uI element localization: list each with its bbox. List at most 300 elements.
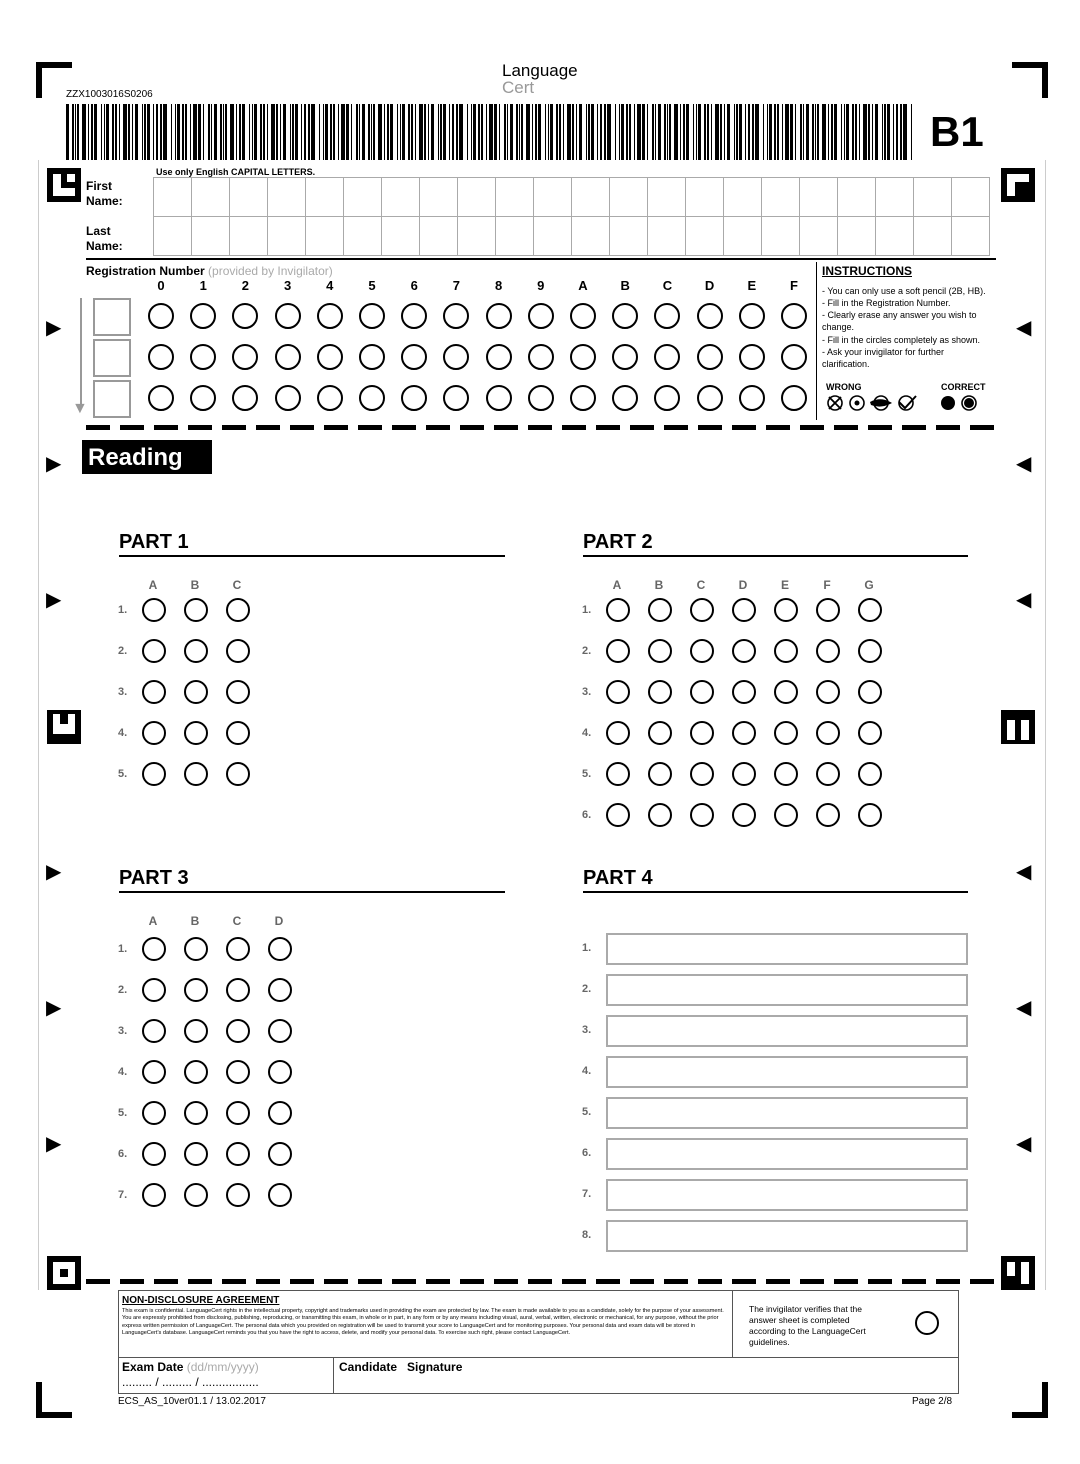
part-3-answer-bubble[interactable] [142,978,166,1002]
part-3-answer-bubble[interactable] [142,1019,166,1043]
part-2-answer-bubble[interactable] [858,762,882,786]
part-1-answer-bubble[interactable] [184,762,208,786]
barcode-bar [301,104,302,160]
letter-box[interactable] [534,217,572,255]
registration-bubble[interactable] [781,344,807,370]
part-2-answer-bubble[interactable] [732,680,756,704]
registration-bubble[interactable] [612,385,638,411]
part-4-answer-box[interactable] [606,1056,968,1088]
part-3-answer-bubble[interactable] [142,1142,166,1166]
section-title: Reading [82,440,212,474]
invigilator-text: The invigilator verifies that the answer sheet is completed according to the LanguageCert guidelines. [749,1304,866,1347]
part-3-answer-bubble[interactable] [226,1101,250,1125]
part-3-answer-bubble[interactable] [142,1183,166,1207]
barcode-bar [415,104,416,160]
barcode-bar [755,104,759,160]
registration-bubble[interactable] [232,385,258,411]
registration-bubble[interactable] [781,385,807,411]
barcode-bar [408,104,410,160]
part-3-question-number: 2. [118,984,128,996]
part-2-answer-bubble[interactable] [732,803,756,827]
part-2-answer-bubble[interactable] [774,680,798,704]
barcode-bar [75,104,76,160]
letter-box[interactable] [800,178,838,216]
registration-bubble[interactable] [359,303,385,329]
part-2-answer-bubble[interactable] [858,680,882,704]
letter-box[interactable] [458,217,496,255]
registration-bubble[interactable] [317,303,343,329]
timing-arrow-left-icon: ◀ [1016,1133,1032,1155]
timing-arrow-right-icon: ▶ [46,997,62,1019]
part-1-answer-bubble[interactable] [226,598,250,622]
part-3-answer-bubble[interactable] [268,978,292,1002]
registration-bubble[interactable] [697,385,723,411]
letter-box[interactable] [876,217,914,255]
registration-bubble[interactable] [739,344,765,370]
part-4-answer-box[interactable] [606,1138,968,1170]
part-3-answer-bubble[interactable] [184,1060,208,1084]
barcode-bar [774,104,776,160]
registration-column-label: 8 [494,278,503,293]
part-2-answer-bubble[interactable] [816,598,840,622]
registration-bubble[interactable] [654,303,680,329]
part-3-answer-bubble[interactable] [268,1142,292,1166]
part-4-answer-box[interactable] [606,1097,968,1129]
part-2-answer-bubble[interactable] [732,762,756,786]
part-2-answer-bubble[interactable] [732,598,756,622]
part-2-answer-bubble[interactable] [816,639,840,663]
barcode-bar [637,104,641,160]
barcode-bar [66,104,69,160]
registration-box-1[interactable] [93,298,131,336]
part-2-answer-bubble[interactable] [690,639,714,663]
barcode [66,104,916,160]
registration-bubble[interactable] [654,385,680,411]
barcode-bar [387,104,389,160]
part-2-question-number: 4. [582,727,592,739]
barcode-bar [346,104,349,160]
barcode-bar [800,104,802,160]
part-3-answer-bubble[interactable] [142,937,166,961]
letter-box[interactable] [268,178,306,216]
part-2-answer-bubble[interactable] [690,762,714,786]
letter-box[interactable] [800,217,838,255]
barcode-bar [144,104,146,160]
registration-bubble[interactable] [528,303,554,329]
part-3-question-number: 7. [118,1189,128,1201]
registration-bubble[interactable] [612,344,638,370]
registration-bubble[interactable] [359,385,385,411]
part-4-answer-box[interactable] [606,933,968,965]
part-4-answer-box[interactable] [606,1015,968,1047]
letter-box[interactable] [914,217,952,255]
letter-box[interactable] [534,178,572,216]
part-2-answer-bubble[interactable] [648,680,672,704]
barcode-bar [507,104,508,160]
part-2-question-number: 2. [582,645,592,657]
fiducial-marker-top-right [1001,168,1035,202]
barcode-bar [91,104,93,160]
registration-box-2[interactable] [93,339,131,377]
part-1-answer-bubble[interactable] [226,721,250,745]
barcode-bar [211,104,212,160]
registration-bubble[interactable] [570,344,596,370]
part-2-answer-bubble[interactable] [774,803,798,827]
barcode-bar [852,104,854,160]
part-2-answer-bubble[interactable] [648,803,672,827]
letter-box[interactable] [306,178,344,216]
letter-box[interactable] [496,178,534,216]
part-2-answer-bubble[interactable] [858,721,882,745]
barcode-bar [438,104,439,160]
registration-bubble[interactable] [697,303,723,329]
letter-box[interactable] [344,217,382,255]
barcode-bar [175,104,176,160]
part-2-answer-bubble[interactable] [648,721,672,745]
registration-bubble[interactable] [697,344,723,370]
part-3-answer-bubble[interactable] [226,1142,250,1166]
barcode-bar [619,104,620,160]
barcode-bar [674,104,678,160]
part-2-answer-bubble[interactable] [690,598,714,622]
part-2-answer-bubble[interactable] [816,803,840,827]
letter-box[interactable] [306,217,344,255]
down-arrow-line [80,298,82,406]
registration-column-label: 4 [326,278,334,293]
logo-line-2: Cert [502,78,535,97]
part-3-answer-bubble[interactable] [226,1019,250,1043]
letter-box[interactable] [914,178,952,216]
barcode-bar [182,104,184,160]
letter-box[interactable] [838,217,876,255]
part-2-answer-bubble[interactable] [606,762,630,786]
barcode-bar [203,104,204,160]
part-3-answer-bubble[interactable] [226,1183,250,1207]
part-1-answer-bubble[interactable] [184,721,208,745]
registration-bubble[interactable] [612,303,638,329]
barcode-bar [882,104,883,160]
letter-box[interactable] [420,217,458,255]
registration-bubble[interactable] [570,303,596,329]
part-1-answer-bubble[interactable] [226,639,250,663]
barcode-bar [686,104,689,160]
barcode-bar [567,104,571,160]
registration-bubble[interactable] [528,344,554,370]
part-2-answer-bubble[interactable] [606,803,630,827]
letter-box[interactable] [762,217,800,255]
last-name-label [86,224,123,254]
registration-box-3[interactable] [93,380,131,418]
part-3-answer-bubble[interactable] [184,978,208,1002]
letter-box[interactable] [458,178,496,216]
part-3-answer-bubble[interactable] [142,1060,166,1084]
barcode-bar [664,104,666,160]
part-3-question-number: 5. [118,1107,128,1119]
part-2-answer-bubble[interactable] [648,598,672,622]
part-1-question-number: 4. [118,727,128,739]
letter-box[interactable] [610,217,648,255]
part-3-option-label: D [274,914,284,928]
barcode-bar [283,104,286,160]
part-3-answer-bubble[interactable] [268,1101,292,1125]
letter-box[interactable] [952,217,989,255]
part-3-answer-bubble[interactable] [226,978,250,1002]
part-3-answer-bubble[interactable] [268,1183,292,1207]
barcode-bar [249,104,250,160]
registration-bubble[interactable] [401,303,427,329]
part-4-answer-box[interactable] [606,1220,968,1252]
registration-bubble[interactable] [486,344,512,370]
registration-column-label: F [790,278,798,293]
barcode-bar [782,104,783,160]
part-2-answer-bubble[interactable] [774,762,798,786]
part-1-answer-bubble[interactable] [142,721,166,745]
part-4-answer-box[interactable] [606,1179,968,1211]
part-2-answer-bubble[interactable] [690,721,714,745]
part-1-option-label: B [190,578,200,592]
registration-bubble[interactable] [781,303,807,329]
part-2-answer-bubble[interactable] [816,762,840,786]
signature-field[interactable] [334,1358,957,1392]
registration-bubble[interactable] [317,344,343,370]
exam-date-format: (dd/mm/yyyy) [186,1360,259,1374]
corner-mark-bottom-right [1012,1382,1048,1418]
instruction-item: - Clearly erase any answer you wish to change. [822,310,977,332]
barcode-bar [748,104,750,160]
exam-date-field[interactable]: ......... / ......... / ................. [122,1375,259,1389]
registration-bubble[interactable] [317,385,343,411]
barcode-bar [198,104,201,160]
barcode-bar [893,104,894,160]
barcode-bar [591,104,594,160]
registration-bubble[interactable] [148,385,174,411]
registration-bubble[interactable] [486,385,512,411]
registration-bubble[interactable] [443,344,469,370]
part-2-answer-bubble[interactable] [606,721,630,745]
barcode-bar [119,104,120,160]
letter-box[interactable] [230,217,268,255]
barcode-bar [295,104,298,160]
registration-bubble[interactable] [190,385,216,411]
letter-box[interactable] [762,178,800,216]
registration-bubble[interactable] [359,344,385,370]
part-3-answer-bubble[interactable] [184,937,208,961]
registration-bubble[interactable] [486,303,512,329]
part-2-answer-bubble[interactable] [858,803,882,827]
page-number: Page 2/8 [912,1396,953,1407]
barcode-bar [736,104,738,160]
letter-box[interactable] [496,217,534,255]
part-3-question-number: 6. [118,1148,128,1160]
part-3-answer-bubble[interactable] [184,1142,208,1166]
corner-mark-top-right [1012,62,1048,98]
barcode-bar [481,104,483,160]
part-2-option-label: B [654,578,664,592]
part-2-answer-bubble[interactable] [606,639,630,663]
part-1-question-number: 1. [118,604,128,616]
barcode-bar [486,104,487,160]
part-1-answer-bubble[interactable] [226,680,250,704]
letter-box[interactable] [268,217,306,255]
barcode-bar [828,104,829,160]
instructions-title: INSTRUCTIONS [822,264,912,278]
part-1-answer-bubble[interactable] [142,762,166,786]
part-2-answer-bubble[interactable] [606,680,630,704]
part-1-answer-bubble[interactable] [142,639,166,663]
last-name-field[interactable] [153,216,990,256]
corner-mark-bottom-left [36,1382,72,1418]
barcode-bar [859,104,860,160]
part-3-answer-bubble[interactable] [268,937,292,961]
barcode-bar [311,104,315,160]
part-3-answer-bubble[interactable] [268,1060,292,1084]
letter-box[interactable] [686,217,724,255]
part-2-answer-bubble[interactable] [732,639,756,663]
barcode-bar [556,104,558,160]
registration-bubble[interactable] [190,344,216,370]
registration-bubble[interactable] [275,385,301,411]
registration-bubble[interactable] [190,303,216,329]
timing-arrow-right-icon: ▶ [46,317,62,339]
registration-bubble[interactable] [148,344,174,370]
registration-bubble[interactable] [232,344,258,370]
barcode-bar [106,104,109,160]
registration-bubble[interactable] [148,303,174,329]
part-1-answer-bubble[interactable] [184,598,208,622]
part-3-question-number: 1. [118,943,128,955]
capital-letters-hint: Use only English CAPITAL LETTERS. [156,167,316,177]
part-2-answer-bubble[interactable] [648,639,672,663]
registration-bubble[interactable] [528,385,554,411]
barcode-bar [658,104,661,160]
part-1-answer-bubble[interactable] [142,680,166,704]
letter-box[interactable] [724,178,762,216]
letter-box[interactable] [154,178,192,216]
letter-box[interactable] [952,178,989,216]
part-2-option-label: D [738,578,748,592]
letter-box[interactable] [648,217,686,255]
registration-bubble[interactable] [654,344,680,370]
letter-box[interactable] [230,178,268,216]
part-3-answer-bubble[interactable] [226,1060,250,1084]
barcode-bar [94,104,97,160]
registration-bubble[interactable] [443,303,469,329]
section-separator-top [86,425,996,430]
part-2-answer-bubble[interactable] [816,680,840,704]
part-1-option-label: A [148,578,158,592]
part-2-answer-bubble[interactable] [606,598,630,622]
barcode-bar [397,104,398,160]
barcode-bar [101,104,102,160]
part-2-answer-bubble[interactable] [690,680,714,704]
barcode-bar [615,104,616,160]
letter-box[interactable] [192,178,230,216]
barcode-bar [767,104,768,160]
part-1-answer-bubble[interactable] [226,762,250,786]
barcode-bar [489,104,493,160]
registration-bubble[interactable] [401,385,427,411]
letter-box[interactable] [724,217,762,255]
invigilator-verify-bubble[interactable] [915,1311,939,1335]
part-4-answer-box[interactable] [606,974,968,1006]
part-2-answer-bubble[interactable] [858,639,882,663]
registration-bubble[interactable] [443,385,469,411]
first-name-field[interactable] [153,177,990,217]
registration-bubble[interactable] [739,303,765,329]
part-3-answer-bubble[interactable] [226,937,250,961]
part-2-answer-bubble[interactable] [690,803,714,827]
barcode-bar [225,104,227,160]
part-3-answer-bubble[interactable] [142,1101,166,1125]
part-2-answer-bubble[interactable] [648,762,672,786]
letter-box[interactable] [686,178,724,216]
letter-box[interactable] [876,178,914,216]
part-2-answer-bubble[interactable] [774,721,798,745]
registration-bubble[interactable] [739,385,765,411]
part-2-answer-bubble[interactable] [732,721,756,745]
part-2-answer-bubble[interactable] [774,598,798,622]
barcode-bar [214,104,217,160]
registration-bubble[interactable] [401,344,427,370]
letter-box[interactable] [192,217,230,255]
letter-box[interactable] [648,178,686,216]
letter-box[interactable] [382,217,420,255]
letter-box[interactable] [572,217,610,255]
barcode-bar [588,104,590,160]
registration-bubble[interactable] [275,344,301,370]
registration-bubble[interactable] [232,303,258,329]
part-3-answer-bubble[interactable] [184,1019,208,1043]
part-2-answer-bubble[interactable] [816,721,840,745]
barcode-bar [424,104,426,160]
barcode-bar [795,104,796,160]
barcode-bar [371,104,372,160]
part-3-option-label: B [190,914,200,928]
barcode-bar [330,104,332,160]
registration-column-label: 9 [537,278,545,293]
barcode-bar [621,104,624,160]
fiducial-marker-top-left [47,168,81,202]
letter-box[interactable] [382,178,420,216]
part-1-answer-bubble[interactable] [184,680,208,704]
registration-bubble[interactable] [275,303,301,329]
barcode-bar [411,104,413,160]
part-3-answer-bubble[interactable] [184,1101,208,1125]
barcode-bar [440,104,442,160]
barcode-bar [655,104,656,160]
letter-box[interactable] [610,178,648,216]
letter-box[interactable] [154,217,192,255]
part-3-answer-bubble[interactable] [184,1183,208,1207]
barcode-bar [822,104,826,160]
part-2-answer-bubble[interactable] [858,598,882,622]
letter-box[interactable] [838,178,876,216]
barcode-bar [769,104,772,160]
barcode-bar [834,104,837,160]
letter-box[interactable] [420,178,458,216]
part-1-answer-bubble[interactable] [142,598,166,622]
registration-bubble[interactable] [570,385,596,411]
part-1-answer-bubble[interactable] [184,639,208,663]
part-3-answer-bubble[interactable] [268,1019,292,1043]
letter-box[interactable] [572,178,610,216]
correct-marks-icon [939,394,979,412]
letter-box[interactable] [344,178,382,216]
part-2-answer-bubble[interactable] [774,639,798,663]
barcode-bar [362,104,365,160]
part-3-question-number: 3. [118,1025,128,1037]
part-4-question-number: 7. [582,1188,592,1200]
